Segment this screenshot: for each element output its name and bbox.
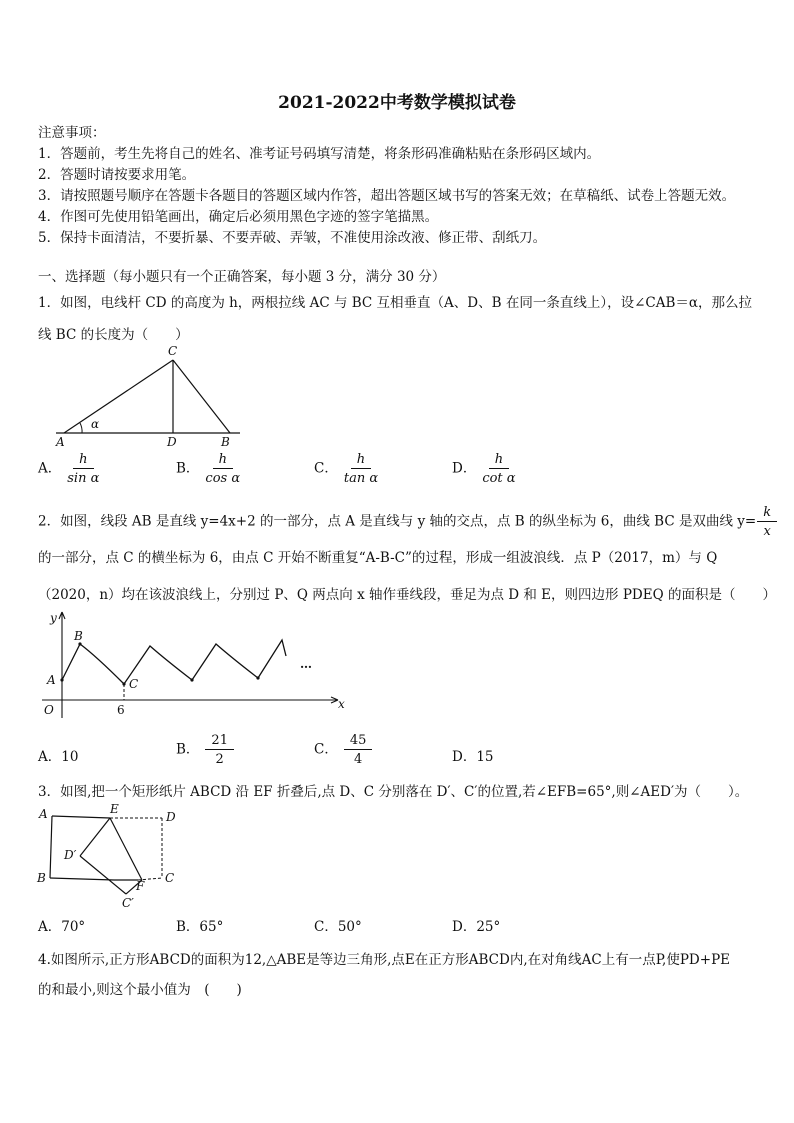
q1-label-b: B xyxy=(221,435,230,449)
q1-option-a[interactable] xyxy=(38,452,99,486)
q2-label-c: C xyxy=(129,677,139,691)
q1-option-d[interactable] xyxy=(452,452,516,486)
q2-text: 2．如图，线段 AB 是直线 y=4x+2 的一部分，点 A 是直线与 y 轴的交点，点 B 的纵坐标为 6，曲线 BC 是双曲线 y= xyxy=(38,513,757,530)
q3-text-line1: 3．如图,把一个矩形纸片 ABCD 沿 EF 折叠后,点 D、C 分别落在 D′、C′的位置,若∠EFB=65°,则∠AED′为（ ）。 xyxy=(38,784,749,800)
notice-item: 4．作图可先使用铅笔画出，确定后必须用黑色字迹的签字笔描黑。 xyxy=(38,209,439,225)
q2-figure xyxy=(38,608,358,720)
q2-option-d[interactable] xyxy=(452,745,494,765)
q2-label-x: x xyxy=(338,697,345,711)
q1-label-d: D xyxy=(167,435,177,449)
q3-figure xyxy=(34,800,194,912)
frac-num: h xyxy=(351,452,371,469)
option-label: B． xyxy=(176,460,200,477)
option-value: 10 xyxy=(61,749,79,765)
q1-line-ac xyxy=(64,360,173,433)
q3-option-d[interactable] xyxy=(452,915,500,935)
q3-label-a: A xyxy=(39,807,48,821)
q3-line-ae xyxy=(52,816,110,818)
q2-wave-3 xyxy=(192,644,258,680)
notice-heading: 注意事项： xyxy=(38,125,106,141)
page-title: 2021-2022中考数学模拟试卷 xyxy=(278,93,516,113)
q2-text-line1 xyxy=(38,505,777,539)
q3-label-e: E xyxy=(110,802,119,816)
q1-text-line2: 线 BC 的长度为（ ） xyxy=(38,327,189,343)
frac-den: tan α xyxy=(343,471,379,486)
q3-line-bc1 xyxy=(50,878,114,880)
frac-den: 4 xyxy=(353,752,363,767)
q2-label-a: A xyxy=(47,673,56,687)
frac-den: sin α xyxy=(67,471,100,486)
option-label: D． xyxy=(452,460,477,477)
notice-item: 3．请按照题号顺序在答题卡各题目的答题区域内作答，超出答题区域书写的答案无效；在草稿纸、试卷上答题无效。 xyxy=(38,188,736,204)
option-label: D． xyxy=(452,749,477,765)
q1-figure xyxy=(50,340,250,452)
q3-line-ed1 xyxy=(80,818,110,856)
option-value: 50° xyxy=(337,919,362,935)
q3-option-c[interactable] xyxy=(314,915,362,935)
frac-den: cos α xyxy=(205,471,241,486)
q2-label-6: 6 xyxy=(117,703,125,717)
frac-num: k xyxy=(757,505,777,522)
q2-label-o: O xyxy=(44,703,54,717)
q2-wave-4 xyxy=(258,640,286,678)
q2-label-dots: … xyxy=(300,657,312,671)
q3-label-d: D xyxy=(166,810,176,824)
q1-option-c[interactable] xyxy=(314,452,378,486)
frac-num: 21 xyxy=(205,733,234,750)
option-label: B． xyxy=(176,919,200,935)
frac-den: x xyxy=(763,524,771,539)
option-label: A． xyxy=(38,749,62,765)
option-label: A． xyxy=(38,460,62,477)
frac-num: h xyxy=(213,452,233,469)
q1-label-c: C xyxy=(168,344,178,358)
q3-label-d1: D′ xyxy=(64,848,77,862)
frac-den: cot α xyxy=(482,471,516,486)
q3-label-b: B xyxy=(37,871,46,885)
option-label: D． xyxy=(452,919,477,935)
notice-item: 2．答题时请按要求用笔。 xyxy=(38,167,196,183)
q1-text-line1: 1．如图，电线杆 CD 的高度为 h，两根拉线 AC 与 BC 互相垂直（A、D、B 在同一条直线上），设∠CAB＝α，那么拉 xyxy=(38,295,753,311)
option-label: A． xyxy=(38,919,62,935)
q2-option-b[interactable] xyxy=(176,733,234,767)
frac-num: 45 xyxy=(344,733,373,750)
q1-angle-arc xyxy=(80,423,82,433)
q2-label-b: B xyxy=(74,629,83,643)
q2-label-y: y xyxy=(50,611,57,625)
q3-line-d1c1 xyxy=(80,856,126,894)
section-heading: 一、选择题（每小题只有一个正确答案，每小题 3 分，满分 30 分） xyxy=(38,269,446,285)
q4-text-line1: 4.如图所示,正方形ABCD的面积为12,△ABE是等边三角形,点E在正方形ABCD内,在对角线AC上有一点P,使PD+PE xyxy=(38,952,731,968)
q3-label-f: F xyxy=(136,879,145,893)
notice-item: 1．答题前，考生先将自己的姓名、准考证号码填写清楚，将条形码准确粘贴在条形码区域内。 xyxy=(38,146,601,162)
q3-line-ab xyxy=(50,816,52,878)
option-value: 25° xyxy=(476,919,501,935)
q1-label-alpha: α xyxy=(91,417,100,431)
q3-line-ef xyxy=(110,818,142,880)
frac-num: h xyxy=(489,452,509,469)
option-label: B． xyxy=(176,741,200,758)
q3-option-b[interactable] xyxy=(176,915,223,935)
q1-label-a: A xyxy=(56,435,65,449)
option-label: C． xyxy=(314,460,338,477)
option-label: C． xyxy=(314,919,338,935)
option-value: 70° xyxy=(61,919,86,935)
q4-text-line2: 的和最小,则这个最小值为 ( ) xyxy=(38,982,242,998)
notice-item: 5．保持卡面清洁，不要折暴、不要弄破、弄皱，不准使用涂改液、修正带、刮纸刀。 xyxy=(38,230,547,246)
q2-text-line2: 的一部分，点 C 的横坐标为 6，由点 C 开始不断重复“A-B-C”的过程，形成一组波浪线．点 P（2017，m）与 Q xyxy=(38,550,718,566)
frac-num: h xyxy=(73,452,93,469)
frac-den: 2 xyxy=(215,752,224,767)
q1-option-b[interactable] xyxy=(176,452,240,486)
q2-option-a[interactable] xyxy=(38,745,78,765)
q1-line-bc xyxy=(173,360,230,433)
q3-option-a[interactable] xyxy=(38,915,85,935)
q2-option-c[interactable] xyxy=(314,733,372,767)
option-label: C． xyxy=(314,741,338,758)
option-value: 15 xyxy=(476,749,494,765)
q3-label-c1: C′ xyxy=(122,896,134,910)
q2-wave-1 xyxy=(62,644,124,684)
q3-label-c: C xyxy=(165,871,175,885)
option-value: 65° xyxy=(199,919,224,935)
q2-text-line3: （2020，n）均在该波浪线上，分别过 P、Q 两点向 x 轴作垂线段，垂足为点 D 和 E，则四边形 PDEQ 的面积是（ ） xyxy=(38,587,776,603)
